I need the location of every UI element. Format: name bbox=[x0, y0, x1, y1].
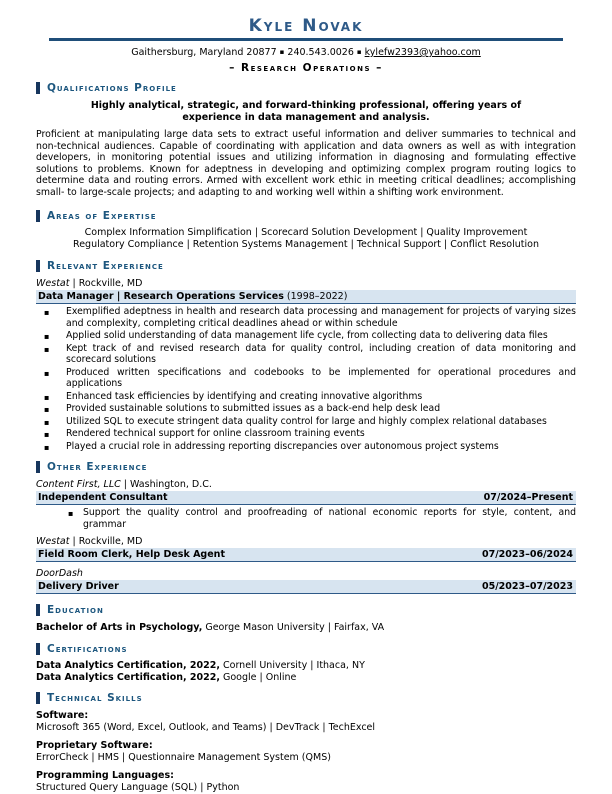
company-line bbox=[36, 536, 576, 547]
skill-group-label: Proprietary Software: bbox=[36, 740, 153, 751]
section-title: Areas of Expertise bbox=[47, 210, 157, 222]
contact-location: Gaithersburg, Maryland 20877 bbox=[131, 47, 277, 58]
other-experience-bullets bbox=[36, 507, 576, 530]
section-title: Certifications bbox=[47, 643, 128, 655]
job-dates: (1998–2022) bbox=[286, 291, 348, 302]
job-title: Data Manager | Research Operations Services bbox=[38, 291, 284, 302]
expertise-line-2: Regulatory Compliance | Retention Systems Management | Technical Support | Conflict Resolution bbox=[73, 238, 539, 250]
section-heading-certifications bbox=[36, 643, 576, 655]
expertise-line-1: Complex Information Simplification | Scorecard Solution Development | Quality Improvement bbox=[84, 227, 528, 238]
square-separator-icon: ▪ bbox=[279, 48, 285, 56]
section-title: Education bbox=[47, 604, 104, 616]
company-line bbox=[36, 568, 576, 579]
pipe-separator: | bbox=[123, 479, 127, 490]
certification-item bbox=[36, 660, 576, 672]
skill-group-items: Structured Query Language (SQL) | Python bbox=[36, 782, 240, 793]
section-title: Qualifications Profile bbox=[47, 82, 177, 94]
company-line bbox=[36, 278, 576, 289]
qualifications-paragraph: Proficient at manipulating large data sets to extract useful information and deliver summaries to technical and non-technical audiences. Capable of coordinating with application and data owners as well as with integration developers, in monitoring potential issues and utilizing information in diagnosing and formulating effective solutions to problems. Known for adeptness in developing and optimizing complex program routing logics to determine data and routing errors. Armed with excellent work ethic in meeting critical deadlines; accomplishing small- to large-scale projects; and adapting to and working well within a shifting work environment. bbox=[36, 129, 576, 198]
section-heading-qualifications bbox=[36, 82, 576, 94]
heading-accent-bar bbox=[36, 461, 40, 473]
bullet-item: ▪ Support the quality control and proofreading of national economic reports for style, content, and grammar bbox=[36, 507, 576, 530]
skill-group-software bbox=[36, 710, 576, 734]
job-title-bar bbox=[36, 580, 576, 594]
job-title-bar bbox=[36, 491, 576, 505]
skill-group-label: Programming Languages: bbox=[36, 770, 174, 781]
job-dates: 07/2024–Present bbox=[483, 492, 573, 503]
bullet-item: ▪ Rendered technical support for online classroom training events bbox=[36, 428, 576, 440]
certification-item bbox=[36, 672, 576, 684]
certification-title: Data Analytics Certification, 2022, bbox=[36, 660, 220, 671]
section-heading-relevant-experience bbox=[36, 260, 576, 272]
certification-org: Google | Online bbox=[223, 671, 297, 683]
person-name: Kyle Novak bbox=[248, 16, 364, 36]
job-title: Independent Consultant bbox=[38, 492, 168, 503]
contact-email-link[interactable]: kylefw2393@yahoo.com bbox=[364, 47, 481, 58]
expertise-lines bbox=[36, 227, 576, 250]
contact-phone: 240.543.0026 bbox=[287, 47, 354, 58]
heading-accent-bar bbox=[36, 692, 40, 704]
company-line bbox=[36, 479, 576, 490]
degree-name: Bachelor of Arts in Psychology, bbox=[36, 622, 203, 633]
company-location: Washington, D.C. bbox=[130, 479, 212, 490]
relevant-experience-bullets bbox=[36, 306, 576, 452]
job-dates: 05/2023–07/2023 bbox=[481, 581, 573, 592]
pipe-separator: | bbox=[72, 536, 76, 547]
bullet-item: ▪ Kept track of and revised research data for quality control, including creation of data monitoring and scorecard solutions bbox=[36, 343, 576, 366]
heading-accent-bar bbox=[36, 260, 40, 272]
skill-group-label: Software: bbox=[36, 710, 89, 721]
certification-org: Cornell University | Ithaca, NY bbox=[223, 660, 365, 671]
skill-group-items: Microsoft 365 (Word, Excel, Outlook, and Teams) | DevTrack | TechExcel bbox=[36, 722, 376, 733]
job-title-bar bbox=[36, 290, 576, 304]
bullet-item: ▪ Produced written specifications and codebooks to be implemented for operational procedures and applications bbox=[36, 367, 576, 390]
job-title-bar bbox=[36, 548, 576, 562]
skill-group-proprietary-software bbox=[36, 740, 576, 764]
job-dates: 07/2023–06/2024 bbox=[481, 549, 573, 560]
qualifications-headline: Highly analytical, strategic, and forward-thinking professional, offering years of experience in data management and analysis. bbox=[90, 100, 522, 123]
company-location: Rockville, MD bbox=[78, 278, 143, 289]
header-divider bbox=[49, 38, 563, 41]
bullet-item: ▪ Utilized SQL to execute stringent data quality control for large and highly complex relational databases bbox=[36, 416, 576, 428]
skill-group-programming-languages bbox=[36, 770, 576, 794]
company-name: DoorDash bbox=[36, 568, 83, 579]
job-title: Delivery Driver bbox=[38, 581, 119, 592]
certifications-list bbox=[36, 660, 576, 683]
bullet-item: ▪ Exemplified adeptness in health and research data processing and management for projects of varying sizes and complexity, completing critical deadlines ahead or within schedule bbox=[36, 306, 576, 329]
section-title: Relevant Experience bbox=[47, 260, 164, 272]
heading-accent-bar bbox=[36, 82, 40, 94]
job-title: Field Room Clerk, Help Desk Agent bbox=[38, 549, 225, 560]
heading-accent-bar bbox=[36, 604, 40, 616]
section-heading-technical-skills bbox=[36, 692, 576, 704]
company-name: Westat bbox=[36, 278, 70, 289]
pipe-separator: | bbox=[72, 278, 76, 289]
section-heading-education bbox=[36, 604, 576, 616]
company-name: Content First, LLC bbox=[36, 479, 121, 490]
skill-group-items: ErrorCheck | HMS | Questionnaire Management System (QMS) bbox=[36, 752, 331, 763]
bullet-item: ▪ Enhanced task efficiencies by identifying and creating innovative algorithms bbox=[36, 391, 576, 403]
resume-tagline: – Research Operations – bbox=[229, 62, 383, 74]
education-line bbox=[36, 622, 576, 634]
section-heading-other-experience bbox=[36, 461, 576, 473]
square-separator-icon: ▪ bbox=[356, 48, 362, 56]
certification-title: Data Analytics Certification, 2022, bbox=[36, 671, 220, 683]
section-title: Technical Skills bbox=[47, 692, 143, 704]
company-name: Westat bbox=[36, 536, 70, 547]
school-name: George Mason University | Fairfax, VA bbox=[205, 622, 385, 633]
company-location: Rockville, MD bbox=[78, 536, 143, 547]
section-heading-expertise bbox=[36, 210, 576, 222]
bullet-item: ▪ Applied solid understanding of data management life cycle, from collecting data to delivering data files bbox=[36, 330, 576, 342]
contact-line bbox=[36, 47, 576, 58]
bullet-item: ▪ Provided sustainable solutions to submitted issues as a back-end help desk lead bbox=[36, 403, 576, 415]
heading-accent-bar bbox=[36, 643, 40, 655]
heading-accent-bar bbox=[36, 210, 40, 222]
section-title: Other Experience bbox=[47, 461, 148, 473]
bullet-item: ▪ Played a crucial role in addressing reporting discrepancies over autonomous project systems bbox=[36, 441, 576, 453]
